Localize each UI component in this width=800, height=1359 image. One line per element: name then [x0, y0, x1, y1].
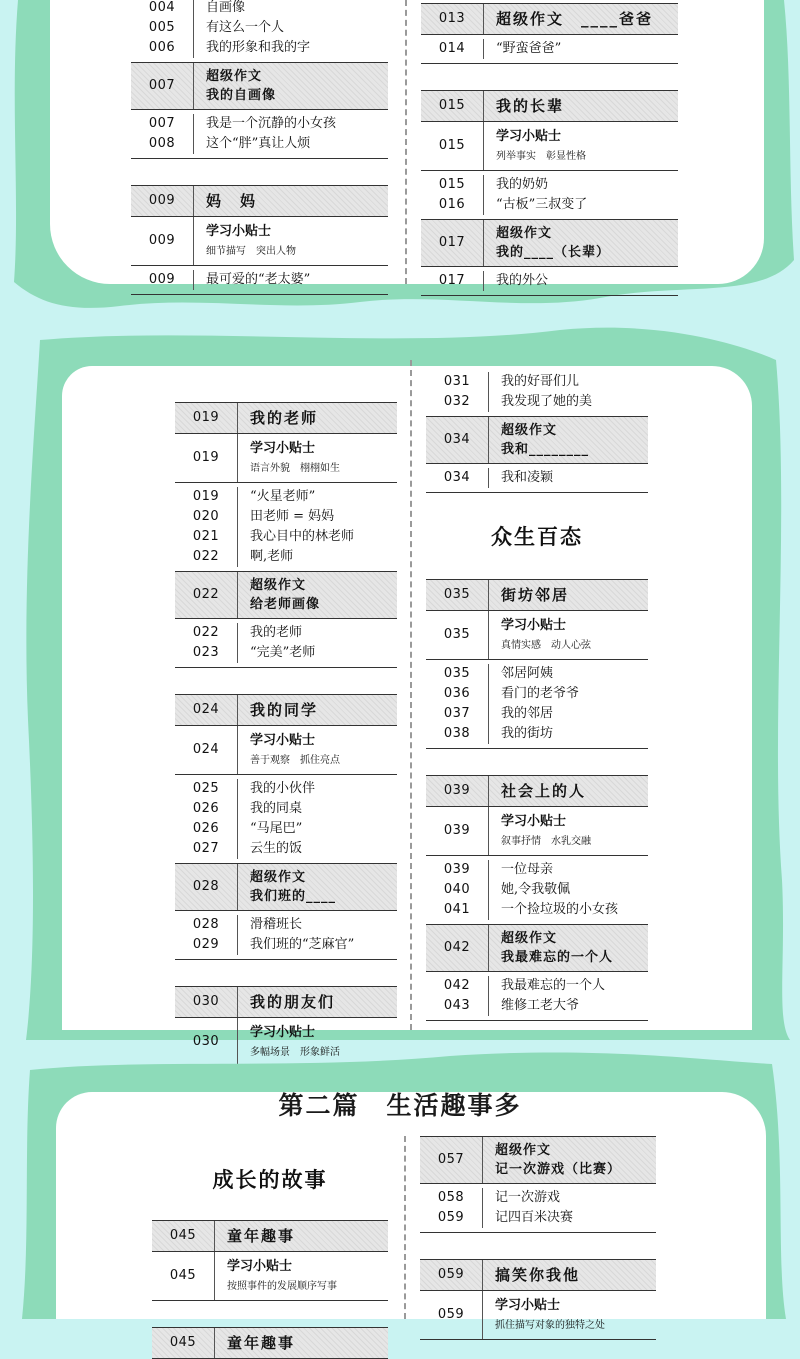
page-number: 023 [192, 645, 220, 660]
entry-title: 我们班的“芝麻官” [250, 937, 355, 952]
tip-label: 学习小贴士 [227, 1259, 293, 1274]
page-number-cell [175, 434, 238, 482]
page-number-cell [131, 114, 194, 154]
toc-super-row[interactable] [175, 572, 397, 619]
toc-tip-row[interactable] [421, 122, 678, 171]
page-number-cell [421, 175, 484, 215]
tip-desc: 真情实感 动人心弦 [501, 640, 591, 651]
entry-title: 我的同桌 [250, 801, 303, 816]
toc-entry-row[interactable] [426, 856, 648, 925]
toc-column-right [421, 3, 678, 293]
section-gap [420, 1233, 656, 1259]
title-cell [484, 4, 678, 34]
page-number-cell [131, 217, 194, 265]
tip-label: 学习小贴士 [250, 733, 316, 748]
page-number: 043 [443, 998, 471, 1013]
section-heading: 童年趣事 [227, 1334, 296, 1352]
page-number: 024 [192, 702, 220, 717]
entry-title: “完美”老师 [250, 645, 316, 660]
entry-title: “野蛮爸爸” [496, 41, 562, 56]
title-cell [489, 664, 648, 744]
page-number: 009 [148, 233, 176, 248]
tip-desc: 善于观察 抓住亮点 [250, 755, 340, 766]
entry-title: 有这么一个人 [206, 20, 285, 35]
page-paper [62, 366, 752, 1030]
title-cell [484, 39, 678, 59]
toc-column-right [420, 1136, 656, 1331]
entry-title: 我的外公 [496, 273, 549, 288]
entry-title: 我的小伙伴 [250, 781, 316, 796]
title-cell [238, 864, 397, 910]
tip-label: 学习小贴士 [501, 814, 567, 829]
section-gap [175, 668, 397, 694]
title-cell [238, 987, 397, 1017]
page-number: 036 [443, 686, 471, 701]
title-cell [215, 1328, 388, 1358]
toc-entry-row[interactable] [421, 35, 678, 64]
page-number: 019 [192, 410, 220, 425]
page-number: 013 [438, 11, 466, 26]
toc-panel-3 [0, 1040, 800, 1352]
toc-head-row[interactable] [152, 1220, 388, 1252]
toc-column-right [426, 366, 648, 1030]
toc-tip-row[interactable] [426, 807, 648, 856]
section-heading: 搞笑你我他 [495, 1266, 581, 1284]
page-number-cell [175, 864, 238, 910]
page-number: 059 [437, 1210, 465, 1225]
page-number: 040 [443, 882, 471, 897]
entry-title: 我的老师 [250, 625, 303, 640]
page-number-cell [175, 726, 238, 774]
entry-title: 最可爱的“老太婆” [206, 272, 311, 287]
toc-entry-row[interactable] [131, 0, 388, 63]
entry-title: 自画像 [206, 0, 246, 15]
toc-super-row[interactable] [175, 864, 397, 911]
page-number-cell [420, 1137, 483, 1183]
entry-title: 维修工老大爷 [501, 998, 580, 1013]
page-number: 024 [192, 742, 220, 757]
title-cell [489, 611, 648, 659]
page-number: 058 [437, 1190, 465, 1205]
page-number-cell [152, 1328, 215, 1358]
section-heading: 我的朋友们 [250, 993, 336, 1011]
toc-head-row[interactable] [420, 1259, 656, 1291]
entry-title: 我的邻居 [501, 706, 554, 721]
page-number-cell [152, 1221, 215, 1251]
page-number: 019 [192, 450, 220, 465]
page-number-cell [420, 1188, 483, 1228]
super-title: 我们班的____ [250, 889, 337, 904]
toc-entry-row[interactable] [175, 911, 397, 960]
page-number: 042 [443, 978, 471, 993]
page-number: 009 [148, 193, 176, 208]
page-number: 045 [169, 1228, 197, 1243]
toc-tip-row[interactable] [426, 611, 648, 660]
section-title: 众生百态 [491, 525, 583, 549]
title-cell [194, 270, 388, 290]
page-number: 034 [443, 432, 471, 447]
page-number: 038 [443, 726, 471, 741]
page-number: 025 [192, 781, 220, 796]
entry-title: 记一次游戏 [495, 1190, 561, 1205]
entry-title: 我的好哥们儿 [501, 374, 580, 389]
toc-super-row[interactable] [421, 220, 678, 267]
page-number-cell [131, 186, 194, 216]
section-gap [175, 960, 397, 986]
title-cell [215, 1221, 388, 1251]
page-number-cell [175, 779, 238, 859]
page-number-cell [175, 987, 238, 1017]
title-cell [238, 403, 397, 433]
page-number: 035 [443, 587, 471, 602]
title-cell [238, 623, 397, 663]
page-number: 059 [437, 1267, 465, 1282]
page-number-cell [421, 122, 484, 170]
title-cell [238, 695, 397, 725]
page-number: 026 [192, 821, 220, 836]
section-heading: 超级作文 ____爸爸 [496, 10, 654, 28]
page-number: 045 [169, 1335, 197, 1350]
page-number: 015 [438, 98, 466, 113]
super-label: 超级作文 [206, 69, 263, 84]
title-cell [484, 271, 678, 291]
page-number-cell [175, 572, 238, 618]
title-cell [238, 487, 397, 567]
page-number: 008 [148, 136, 176, 151]
toc-entry-row[interactable] [426, 660, 648, 749]
super-label: 超级作文 [501, 423, 558, 438]
entry-title: “古板”三叔变了 [496, 197, 588, 212]
page-number: 015 [438, 177, 466, 192]
page-number-cell [421, 39, 484, 59]
toc-entry-row[interactable] [420, 1184, 656, 1233]
page-divider [405, 0, 407, 284]
page-number: 022 [192, 625, 220, 640]
title-cell [489, 417, 648, 463]
entry-title: 记四百米决赛 [495, 1210, 574, 1225]
page-number-cell [426, 976, 489, 1016]
entry-title: 滑稽班长 [250, 917, 303, 932]
page-number: 016 [438, 197, 466, 212]
page-number-cell [421, 91, 484, 121]
toc-column-left [175, 402, 397, 1058]
toc-panel-2 [0, 320, 800, 1058]
section-heading: 我的老师 [250, 409, 319, 427]
page-number: 039 [443, 783, 471, 798]
toc-entry-row[interactable] [421, 267, 678, 296]
page-number-cell [421, 4, 484, 34]
page-number: 014 [438, 41, 466, 56]
entry-title: 她,令我敬佩 [501, 882, 571, 897]
page-number-cell [131, 0, 194, 58]
toc-tip-row[interactable] [420, 1291, 656, 1340]
toc-head-row[interactable] [131, 185, 388, 217]
page-number-cell [152, 1252, 215, 1300]
tip-label: 学习小贴士 [206, 224, 272, 239]
page-number: 042 [443, 940, 471, 955]
title-cell [238, 915, 397, 955]
tip-desc: 语言外貌 栩栩如生 [250, 463, 340, 474]
title-cell [489, 580, 648, 610]
tip-desc: 叙事抒情 水乳交融 [501, 836, 591, 847]
title-cell [483, 1188, 656, 1228]
section-heading: 我的长辈 [496, 97, 565, 115]
toc-tip-row[interactable] [131, 217, 388, 266]
title-cell [238, 434, 397, 482]
page-number-cell [421, 271, 484, 291]
title-cell [194, 217, 388, 265]
toc-super-row[interactable] [420, 1136, 656, 1184]
entry-title: 我的奶奶 [496, 177, 549, 192]
super-title: 我最难忘的一个人 [501, 950, 614, 965]
toc-head-row[interactable] [426, 775, 648, 807]
toc-entry-row[interactable] [426, 972, 648, 1021]
title-cell [489, 976, 648, 1016]
title-cell [238, 572, 397, 618]
super-title: 给老师画像 [250, 597, 321, 612]
page-number-cell [131, 63, 194, 109]
entry-title: “火星老师” [250, 489, 316, 504]
title-cell [194, 0, 388, 58]
toc-column-left [131, 0, 388, 296]
page-number: 007 [148, 116, 176, 131]
section-heading: 童年趣事 [227, 1227, 296, 1245]
entry-title: 云生的饭 [250, 841, 303, 856]
entry-title: 我最难忘的一个人 [501, 978, 606, 993]
section-gap [426, 749, 648, 775]
title-cell [215, 1252, 388, 1300]
entry-title: 邻居阿姨 [501, 666, 554, 681]
toc-head-row[interactable] [175, 402, 397, 434]
page-number: 020 [192, 509, 220, 524]
super-label: 超级作文 [495, 1143, 552, 1158]
page-number: 045 [169, 1268, 197, 1283]
page-number: 039 [443, 823, 471, 838]
toc-head-row[interactable] [175, 694, 397, 726]
section-heading: 街坊邻居 [501, 586, 570, 604]
tip-desc: 按照事件的发展顺序写事 [227, 1281, 337, 1292]
title-cell [489, 925, 648, 971]
toc-tip-row[interactable] [152, 1252, 388, 1301]
super-label: 超级作文 [250, 578, 307, 593]
page-number: 006 [148, 40, 176, 55]
page-number-cell [426, 468, 489, 488]
toc-entry-row[interactable] [131, 110, 388, 159]
super-label: 超级作文 [501, 931, 558, 946]
page-number-cell [175, 695, 238, 725]
page-number-cell [426, 807, 489, 855]
page-number: 039 [443, 862, 471, 877]
section-gap [152, 1301, 388, 1327]
entry-title: 田老师 = 妈妈 [250, 509, 335, 524]
page-number-cell [426, 925, 489, 971]
entry-title: 一位母亲 [501, 862, 554, 877]
tip-desc: 列举事实 彰显性格 [496, 151, 586, 162]
page-number: 007 [148, 78, 176, 93]
toc-entry-row[interactable] [421, 171, 678, 220]
page-number-cell [426, 664, 489, 744]
page-number: 015 [438, 138, 466, 153]
entry-title: 啊,老师 [250, 549, 294, 564]
part-title: 第二篇 生活趣事多 [278, 1091, 522, 1120]
title-cell [194, 63, 388, 109]
page-number: 022 [192, 549, 220, 564]
page-number: 029 [192, 937, 220, 952]
page-number: 034 [443, 470, 471, 485]
page-number-cell [426, 860, 489, 920]
page-number-cell [420, 1260, 483, 1290]
title-cell [484, 175, 678, 215]
page-number-cell [175, 915, 238, 955]
page-number-cell [426, 611, 489, 659]
title-cell [483, 1137, 656, 1183]
toc-super-row[interactable] [426, 417, 648, 464]
super-title: 我的____（长辈） [496, 245, 611, 260]
entry-title: 我的形象和我的字 [206, 40, 311, 55]
tip-desc: 多幅场景 形象鲜活 [250, 1047, 340, 1058]
toc-entry-row[interactable] [175, 483, 397, 572]
entry-title: 我心目中的林老师 [250, 529, 355, 544]
section-gap [131, 159, 388, 185]
page-number-cell [420, 1291, 483, 1339]
toc-entry-row[interactable] [426, 368, 648, 417]
page-number: 031 [443, 374, 471, 389]
title-cell [484, 220, 678, 266]
title-cell [489, 372, 648, 412]
title-cell [489, 860, 648, 920]
title-cell [194, 186, 388, 216]
title-cell [194, 114, 388, 154]
section-heading: 我的同学 [250, 701, 319, 719]
page-number: 019 [192, 489, 220, 504]
page-number: 021 [192, 529, 220, 544]
toc-head-row[interactable] [421, 90, 678, 122]
entry-title: 我的街坊 [501, 726, 554, 741]
tip-label: 学习小贴士 [250, 1025, 316, 1040]
page-number: 009 [148, 272, 176, 287]
page-number-cell [426, 372, 489, 412]
super-title: 记一次游戏（比赛） [495, 1162, 622, 1177]
page-number: 057 [437, 1152, 465, 1167]
page-number: 059 [437, 1307, 465, 1322]
toc-entry-row[interactable] [175, 775, 397, 864]
page-number: 022 [192, 587, 220, 602]
tip-desc: 抓住描写对象的独特之处 [495, 1320, 605, 1331]
page-number: 026 [192, 801, 220, 816]
page-number-cell [426, 776, 489, 806]
page-number: 041 [443, 902, 471, 917]
title-cell [238, 726, 397, 774]
toc-entry-row[interactable] [175, 619, 397, 668]
page-number-cell [421, 220, 484, 266]
title-cell [484, 122, 678, 170]
page-number: 017 [438, 273, 466, 288]
super-title: 我和________ [501, 442, 590, 457]
page-divider [410, 360, 412, 1030]
section-gap [421, 64, 678, 90]
toc-column-left [152, 1220, 388, 1352]
page-number: 030 [192, 1034, 220, 1049]
entry-title: 这个“胖”真让人烦 [206, 136, 311, 151]
page-number: 005 [148, 20, 176, 35]
toc-head-row[interactable] [175, 986, 397, 1018]
entry-title: 我是一个沉静的小女孩 [206, 116, 337, 131]
title-cell [489, 776, 648, 806]
page-number: 030 [192, 994, 220, 1009]
page-divider [404, 1136, 406, 1319]
toc-panel-1 [0, 0, 800, 320]
toc-entry-row[interactable] [131, 266, 388, 295]
page-number: 027 [192, 841, 220, 856]
toc-head-row[interactable] [421, 3, 678, 35]
page-number: 035 [443, 666, 471, 681]
page-number: 032 [443, 394, 471, 409]
toc-entry-row[interactable] [426, 464, 648, 493]
page-number-cell [426, 417, 489, 463]
section-heading: 妈 妈 [206, 192, 258, 210]
tip-label: 学习小贴士 [250, 441, 316, 456]
page-number-cell [175, 403, 238, 433]
title-cell [483, 1260, 656, 1290]
title-cell [483, 1291, 656, 1339]
super-label: 超级作文 [496, 226, 553, 241]
page-number-cell [131, 270, 194, 290]
page-number-cell [426, 580, 489, 610]
tip-label: 学习小贴士 [501, 618, 567, 633]
toc-head-row[interactable] [426, 579, 648, 611]
toc-head-row[interactable] [152, 1327, 388, 1359]
toc-tip-row[interactable] [175, 434, 397, 483]
page-number: 035 [443, 627, 471, 642]
page-number-cell [175, 487, 238, 567]
tip-label: 学习小贴士 [496, 129, 562, 144]
entry-title: 我发现了她的美 [501, 394, 593, 409]
toc-tip-row[interactable] [175, 726, 397, 775]
toc-super-row[interactable] [131, 63, 388, 110]
title-cell [238, 779, 397, 859]
page-number: 037 [443, 706, 471, 721]
section-title: 成长的故事 [212, 1168, 328, 1192]
super-title: 我的自画像 [206, 88, 277, 103]
page-number-cell [175, 623, 238, 663]
page-number: 004 [148, 0, 176, 15]
entry-title: 一个捡垃圾的小女孩 [501, 902, 619, 917]
title-cell [489, 807, 648, 855]
section-heading: 社会上的人 [501, 782, 587, 800]
title-cell [484, 91, 678, 121]
page-number: 028 [192, 879, 220, 894]
entry-title: “马尾巴” [250, 821, 303, 836]
page-number: 017 [438, 235, 466, 250]
toc-super-row[interactable] [426, 925, 648, 972]
tip-desc: 细节描写 突出人物 [206, 246, 296, 257]
page-number: 028 [192, 917, 220, 932]
tip-label: 学习小贴士 [495, 1298, 561, 1313]
super-label: 超级作文 [250, 870, 307, 885]
title-cell [489, 468, 648, 488]
entry-title: 我和凌颖 [501, 470, 554, 485]
entry-title: 看门的老爷爷 [501, 686, 580, 701]
